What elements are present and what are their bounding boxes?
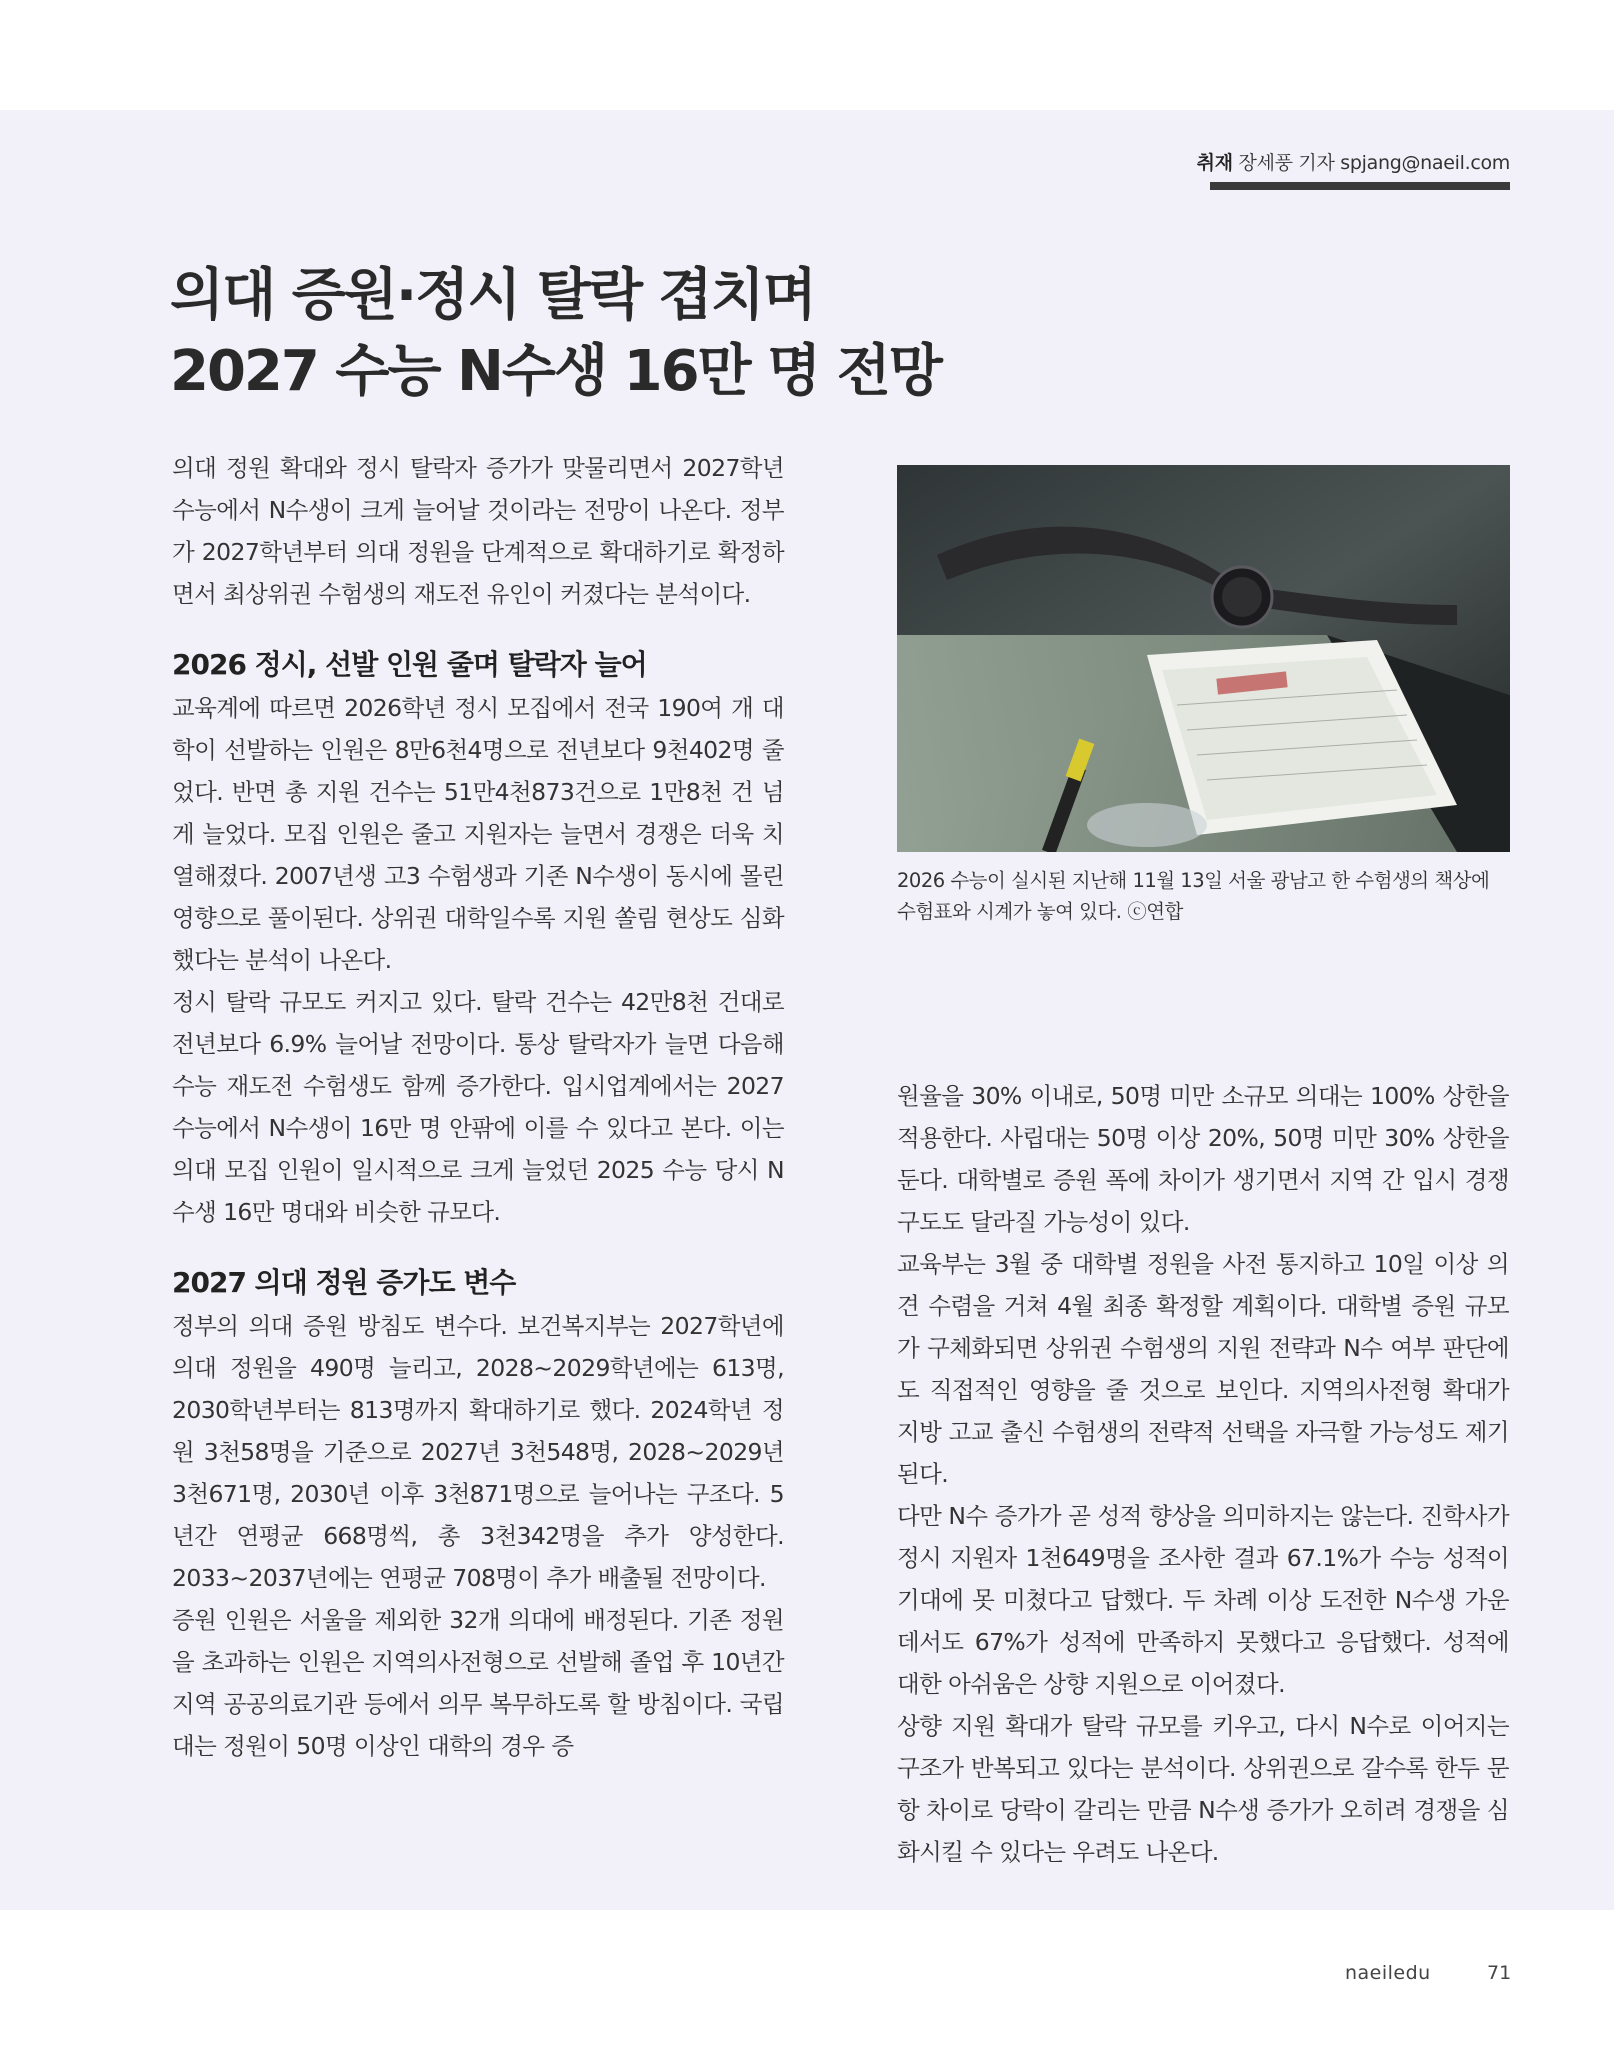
byline: [1197, 148, 1510, 175]
right-paragraph-4: 상향 지원 확대가 탈락 규모를 키우고, 다시 N수로 이어지는 구조가 반복되고 있다는 분석이다. 상위권으로 갈수록 한두 문항 차이로 당락이 갈리는 만큼 N수생 증가가 오히려 경쟁을 심화시킬 수 있다는 우려도 나온다.: [897, 1712, 1509, 1866]
page-number: 71: [1487, 1962, 1512, 1984]
exam-desk-photo: [897, 465, 1510, 852]
left-column: [172, 447, 784, 1767]
right-column: [897, 1075, 1509, 1873]
lead-paragraph: 의대 정원 확대와 정시 탈락자 증가가 맞물리면서 2027학년 수능에서 N수생이 크게 늘어날 것이라는 전망이 나온다. 정부가 2027학년부터 의대 정원을 단계적으로 확대하기로 확정하면서 최상위권 수험생의 재도전 유인이 커졌다는 분석이다.: [172, 454, 784, 608]
article-title: [170, 258, 1070, 410]
section2-heading: 2027 의대 정원 증가도 변수: [172, 1266, 516, 1299]
section2-paragraph-2: 증원 인원은 서울을 제외한 32개 의대에 배정된다. 기존 정원을 초과하는 인원은 지역의사전형으로 선발해 졸업 후 10년간 지역 공공의료기관 등에서 의무 복무하도록 할 방침이다. 국립대는 정원이 50명 이상인 대학의 경우 증: [172, 1606, 784, 1760]
footer-brand: naeiledu: [1345, 1962, 1431, 1984]
right-paragraph-3: 다만 N수 증가가 곧 성적 향상을 의미하지는 않는다. 진학사가 정시 지원자 1천649명을 조사한 결과 67.1%가 수능 성적이 기대에 못 미쳤다고 답했다. 두 차례 이상 도전한 N수생 가운데서도 67%가 성적에 만족하지 못했다고 응답했다. 성적에 대한 아쉬움은 상향 지원으로 이어졌다.: [897, 1502, 1509, 1698]
title-line-1: 의대 증원·정시 탈락 겹치며: [170, 263, 815, 328]
section1-paragraph-2: 정시 탈락 규모도 커지고 있다. 탈락 건수는 42만8천 건대로 전년보다 6.9% 늘어날 전망이다. 통상 탈락자가 늘면 다음해 수능 재도전 수험생도 함께 증가한다. 입시업계에서는 2027 수능에서 N수생이 16만 명 안팎에 이를 수 있다고 본다. 이는 의대 모집 인원이 일시적으로 크게 늘었던 2025 수능 당시 N수생 16만 명대와 비슷한 규모다.: [172, 988, 784, 1226]
photo-illustration: [897, 465, 1510, 852]
byline-text: 장세풍 기자 spjang@naeil.com: [1238, 152, 1510, 174]
byline-label: 취재: [1196, 152, 1233, 174]
section1-paragraph-1: 교육계에 따르면 2026학년 정시 모집에서 전국 190여 개 대학이 선발하는 인원은 8만6천4명으로 전년보다 9천402명 줄었다. 반면 총 지원 건수는 51만4천873건으로 1만8천 건 넘게 늘었다. 모집 인원은 줄고 지원자는 늘면서 경쟁은 더욱 치열해졌다. 2007년생 고3 수험생과 기존 N수생이 동시에 몰린 영향으로 풀이된다. 상위권 대학일수록 지원 쏠림 현상도 심화했다는 분석이 나온다.: [172, 694, 784, 974]
section1-heading: 2026 정시, 선발 인원 줄며 탈락자 늘어: [172, 648, 647, 681]
right-paragraph-1: 원율을 30% 이내로, 50명 미만 소규모 의대는 100% 상한을 적용한다. 사립대는 50명 이상 20%, 50명 미만 30% 상한을 둔다. 대학별로 증원 폭에 차이가 생기면서 지역 간 입시 경쟁 구도도 달라질 가능성이 있다.: [897, 1082, 1509, 1236]
title-line-2: 2027 수능 N수생 16만 명 전망: [170, 339, 941, 404]
photo-caption: 2026 수능이 실시된 지난해 11월 13일 서울 광남고 한 수험생의 책상에 수험표와 시계가 놓여 있다. ⓒ연합: [897, 869, 1490, 923]
section2-paragraph-1: 정부의 의대 증원 방침도 변수다. 보건복지부는 2027학년에 의대 정원을 490명 늘리고, 2028~2029학년에는 613명, 2030학년부터는 813명까지 확대하기로 했다. 2024학년 정원 3천58명을 기준으로 2027년 3천548명, 2028~2029년 3천671명, 2030년 이후 3천871명으로 늘어나는 구조다. 5년간 연평균 668명씩, 총 3천342명을 추가 양성한다. 2033~2037년에는 연평균 708명이 추가 배출될 전망이다.: [172, 1312, 784, 1592]
byline-rule: [1210, 182, 1510, 190]
right-paragraph-2: 교육부는 3월 중 대학별 정원을 사전 통지하고 10일 이상 의견 수렴을 거쳐 4월 최종 확정할 계획이다. 대학별 증원 규모가 구체화되면 상위권 수험생의 지원 전략과 N수 여부 판단에도 직접적인 영향을 줄 것으로 보인다. 지역의사전형 확대가 지방 고교 출신 수험생의 전략적 선택을 자극할 가능성도 제기된다.: [897, 1250, 1509, 1488]
